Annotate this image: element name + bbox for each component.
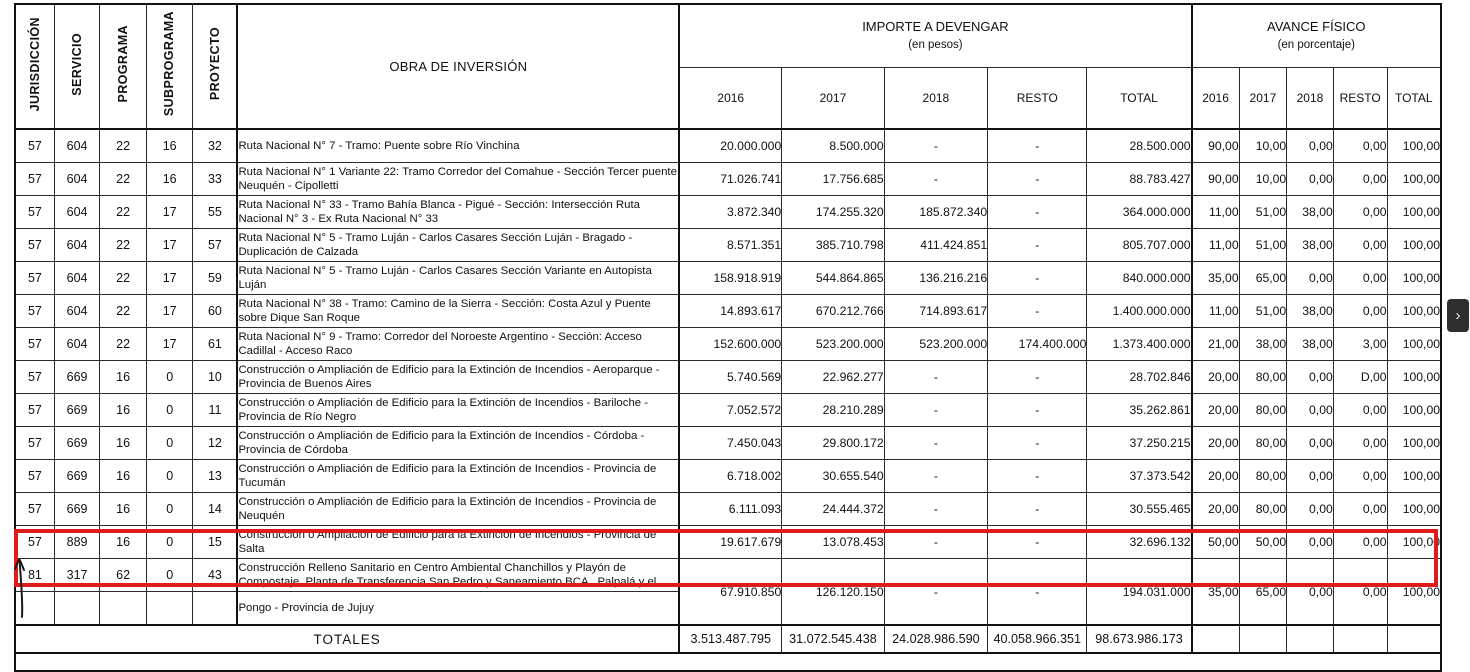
- col-header-jurisdiccion-label: JURISDICCIÓN: [27, 16, 42, 112]
- cell-jurisdiccion: 57: [15, 427, 54, 460]
- cell-subprograma: 0: [146, 526, 193, 559]
- cell-avance-total: 100,00: [1387, 394, 1441, 427]
- cell-proyecto: 43: [193, 559, 237, 592]
- cell-importe-resto: -: [988, 295, 1087, 328]
- cell-avance-resto: 0,00: [1333, 460, 1387, 493]
- cell-jurisdiccion-cont: [15, 592, 54, 626]
- cell-importe-2016: 152.600.000: [679, 328, 781, 361]
- cell-importe-2016: 20.000.000: [679, 129, 781, 163]
- col-header-importe-2017: 2017: [782, 68, 884, 130]
- cell-programa: 22: [100, 328, 147, 361]
- cell-obra-de-inversion: Ruta Nacional N° 5 - Tramo Luján - Carlos Casares Sección Variante en Autopista Luján: [237, 262, 679, 295]
- totales-avance-total: [1387, 625, 1441, 653]
- cell-jurisdiccion: 57: [15, 361, 54, 394]
- cell-importe-2017: 385.710.798: [782, 229, 884, 262]
- table-row: [15, 129, 1441, 163]
- cell-avance-2016: 90,00: [1192, 163, 1240, 196]
- col-header-servicio: [54, 4, 100, 129]
- cell-subprograma: 0: [146, 559, 193, 592]
- cell-servicio: 669: [54, 394, 100, 427]
- cell-obra-de-inversion: Construcción o Ampliación de Edificio para la Extinción de Incendios - Bariloche - Provincia de Río Negro: [237, 394, 679, 427]
- cell-avance-2018: 0,00: [1287, 559, 1334, 626]
- cell-programa-cont: [100, 592, 147, 626]
- cell-proyecto: 13: [193, 460, 237, 493]
- cell-avance-2017: 80,00: [1239, 427, 1287, 460]
- cell-servicio: 669: [54, 460, 100, 493]
- table-row: [15, 328, 1441, 361]
- cell-jurisdiccion: 57: [15, 493, 54, 526]
- cell-avance-total: 100,00: [1387, 328, 1441, 361]
- totales-importe-2017: 31.072.545.438: [782, 625, 884, 653]
- col-header-importe-2016: 2016: [679, 68, 781, 130]
- table-row: [15, 196, 1441, 229]
- cell-importe-2017: 28.210.289: [782, 394, 884, 427]
- cell-avance-2016: 11,00: [1192, 196, 1240, 229]
- cell-avance-2016: 21,00: [1192, 328, 1240, 361]
- cell-importe-2017: 126.120.150: [782, 559, 884, 626]
- cell-importe-resto: -: [988, 394, 1087, 427]
- col-header-proyecto: [193, 4, 237, 129]
- budget-table-container: [14, 3, 1442, 672]
- table-row: [15, 295, 1441, 328]
- cell-avance-resto: D,00: [1333, 361, 1387, 394]
- cell-avance-resto: 3,00: [1333, 328, 1387, 361]
- cell-avance-2018: 38,00: [1287, 196, 1334, 229]
- cell-avance-resto: 0,00: [1333, 196, 1387, 229]
- group-header-avance-subtitle: (en porcentaje): [1277, 39, 1355, 52]
- cell-importe-2017: 30.655.540: [782, 460, 884, 493]
- cell-avance-2018: 38,00: [1287, 229, 1334, 262]
- cell-importe-resto: -: [988, 196, 1087, 229]
- col-header-subprograma-label: SUBPROGRAMA: [162, 11, 177, 117]
- cell-avance-2016: 20,00: [1192, 493, 1240, 526]
- cell-subprograma: 16: [146, 163, 193, 196]
- cell-importe-2017: 544.864.865: [782, 262, 884, 295]
- cell-proyecto: 14: [193, 493, 237, 526]
- cell-avance-resto: 0,00: [1333, 262, 1387, 295]
- col-header-obra-de-inversion: [237, 4, 679, 129]
- cell-avance-total: 100,00: [1387, 361, 1441, 394]
- table-row: [15, 163, 1441, 196]
- cell-importe-resto: -: [988, 493, 1087, 526]
- cell-avance-2016: 20,00: [1192, 361, 1240, 394]
- cell-proyecto-cont: [193, 592, 237, 626]
- cell-proyecto: 57: [193, 229, 237, 262]
- cell-obra-de-inversion: Construcción o Ampliación de Edificio para la Extinción de Incendios - Córdoba - Provincia de Córdoba: [237, 427, 679, 460]
- cell-importe-2016: 7.052.572: [679, 394, 781, 427]
- cell-proyecto: 61: [193, 328, 237, 361]
- cell-importe-2017: 22.962.277: [782, 361, 884, 394]
- cell-subprograma: 0: [146, 427, 193, 460]
- cell-avance-2018: 0,00: [1287, 493, 1334, 526]
- cell-importe-2018: 136.216.216: [884, 262, 987, 295]
- col-header-avance-2016: 2016: [1192, 68, 1240, 130]
- totales-importe-2018: 24.028.986.590: [884, 625, 987, 653]
- cell-importe-total: 32.696.132: [1087, 526, 1192, 559]
- cell-servicio: 604: [54, 262, 100, 295]
- cell-avance-resto: 0,00: [1333, 163, 1387, 196]
- cell-programa: 16: [100, 460, 147, 493]
- group-header-importe-title: IMPORTE A DEVENGAR: [862, 19, 1009, 35]
- cell-proyecto: 60: [193, 295, 237, 328]
- cell-avance-total: 100,00: [1387, 262, 1441, 295]
- cell-subprograma-cont: [146, 592, 193, 626]
- cell-avance-2018: 0,00: [1287, 129, 1334, 163]
- cell-avance-resto: 0,00: [1333, 295, 1387, 328]
- cell-subprograma: 17: [146, 295, 193, 328]
- cell-programa: 22: [100, 229, 147, 262]
- cell-programa: 16: [100, 427, 147, 460]
- cell-importe-2018: -: [884, 129, 987, 163]
- cell-subprograma: 0: [146, 460, 193, 493]
- cell-avance-2018: 0,00: [1287, 163, 1334, 196]
- col-header-programa-label: PROGRAMA: [115, 25, 130, 103]
- cell-importe-total: 37.250.215: [1087, 427, 1192, 460]
- cell-importe-2016: 158.918.919: [679, 262, 781, 295]
- cell-obra-de-inversion: Ruta Nacional N° 5 - Tramo Luján - Carlos Casares Sección Luján - Bragado - Duplicación de Calzada: [237, 229, 679, 262]
- cell-jurisdiccion: 57: [15, 163, 54, 196]
- cell-avance-2018: 0,00: [1287, 262, 1334, 295]
- cell-importe-total: 805.707.000: [1087, 229, 1192, 262]
- cell-obra-de-inversion: Ruta Nacional N° 38 - Tramo: Camino de la Sierra - Sección: Costa Azul y Puente sobre Dique San Roque: [237, 295, 679, 328]
- cell-jurisdiccion: 57: [15, 196, 54, 229]
- totales-avance-2018: [1287, 625, 1334, 653]
- cell-avance-2017: 80,00: [1239, 493, 1287, 526]
- cell-programa: 22: [100, 262, 147, 295]
- cell-importe-2017: 17.756.685: [782, 163, 884, 196]
- cell-servicio: 604: [54, 229, 100, 262]
- cell-importe-total: 30.555.465: [1087, 493, 1192, 526]
- cell-avance-2017: 38,00: [1239, 328, 1287, 361]
- table-row: [15, 229, 1441, 262]
- cell-avance-2016: 35,00: [1192, 559, 1240, 626]
- cell-jurisdiccion: 57: [15, 229, 54, 262]
- cell-jurisdiccion: 57: [15, 295, 54, 328]
- cell-importe-total: 88.783.427: [1087, 163, 1192, 196]
- cell-avance-2017: 80,00: [1239, 460, 1287, 493]
- cell-importe-2017: 523.200.000: [782, 328, 884, 361]
- cell-obra-de-inversion: Ruta Nacional N° 7 - Tramo: Puente sobre Río Vinchina: [237, 129, 679, 163]
- cell-avance-total: 100,00: [1387, 559, 1441, 626]
- cell-importe-2018: -: [884, 427, 987, 460]
- cell-avance-total: 100,00: [1387, 526, 1441, 559]
- table-row: [15, 394, 1441, 427]
- cell-proyecto: 59: [193, 262, 237, 295]
- cell-subprograma: 0: [146, 394, 193, 427]
- col-header-avance-total: TOTAL: [1387, 68, 1441, 130]
- cell-servicio: 669: [54, 493, 100, 526]
- cell-importe-total: 194.031.000: [1087, 559, 1192, 626]
- table-row: [15, 460, 1441, 493]
- cell-importe-resto: -: [988, 229, 1087, 262]
- cell-avance-total: 100,00: [1387, 129, 1441, 163]
- cell-importe-2017: 24.444.372: [782, 493, 884, 526]
- cell-avance-total: 100,00: [1387, 460, 1441, 493]
- cell-importe-resto: -: [988, 460, 1087, 493]
- cell-proyecto: 11: [193, 394, 237, 427]
- cell-avance-2017: 10,00: [1239, 129, 1287, 163]
- blank-strip-row: [15, 653, 1441, 671]
- cell-avance-total: 100,00: [1387, 295, 1441, 328]
- cell-obra-de-inversion: Construcción o Ampliación de Edificio para la Extinción de Incendios - Provincia de Salta: [237, 526, 679, 559]
- table-row: [15, 361, 1441, 394]
- cell-obra-de-inversion: Ruta Nacional N° 1 Variante 22: Tramo Corredor del Comahue - Sección Tercer puente Neuquén - Cipolletti: [237, 163, 679, 196]
- cell-servicio-cont: [54, 592, 100, 626]
- cell-avance-total: 100,00: [1387, 493, 1441, 526]
- cell-importe-total: 364.000.000: [1087, 196, 1192, 229]
- col-header-obra-label: OBRA DE INVERSIÓN: [389, 59, 528, 74]
- cell-importe-2016: 6.111.093: [679, 493, 781, 526]
- table-row: [15, 526, 1441, 559]
- cell-proyecto: 10: [193, 361, 237, 394]
- edge-scroll-badge-icon[interactable]: ›: [1447, 299, 1469, 332]
- cell-avance-2017: 51,00: [1239, 229, 1287, 262]
- cell-importe-resto: -: [988, 262, 1087, 295]
- cell-avance-2018: 38,00: [1287, 328, 1334, 361]
- totales-label: TOTALES: [15, 625, 679, 653]
- cell-avance-2018: 0,00: [1287, 427, 1334, 460]
- cell-avance-2018: 38,00: [1287, 295, 1334, 328]
- cell-importe-2018: -: [884, 559, 987, 626]
- col-header-proyecto-label: PROYECTO: [207, 27, 222, 101]
- totales-row: [15, 625, 1441, 653]
- cell-importe-resto: -: [988, 526, 1087, 559]
- cell-avance-2017: 65,00: [1239, 262, 1287, 295]
- cell-obra-de-inversion: Construcción o Ampliación de Edificio para la Extinción de Incendios - Provincia de Tucumán: [237, 460, 679, 493]
- cell-importe-total: 28.702.846: [1087, 361, 1192, 394]
- cell-subprograma: 17: [146, 229, 193, 262]
- cell-avance-2017: 80,00: [1239, 394, 1287, 427]
- cell-servicio: 604: [54, 196, 100, 229]
- cell-avance-2016: 50,00: [1192, 526, 1240, 559]
- group-header-importe-a-devengar: [679, 4, 1191, 68]
- cell-obra-de-inversion: Ruta Nacional N° 9 - Tramo: Corredor del Noroeste Argentino - Sección: Acceso Cadillal - Acceso Raco: [237, 328, 679, 361]
- col-header-programa: [100, 4, 147, 129]
- col-header-jurisdiccion: [15, 4, 54, 129]
- cell-avance-2016: 20,00: [1192, 394, 1240, 427]
- cell-importe-2016: 67.910.850: [679, 559, 781, 626]
- cell-importe-2018: -: [884, 361, 987, 394]
- cell-servicio: 604: [54, 163, 100, 196]
- cell-importe-2017: 13.078.453: [782, 526, 884, 559]
- blank-strip-cell: [15, 653, 1441, 671]
- cell-importe-2018: 411.424.851: [884, 229, 987, 262]
- cell-importe-total: 37.373.542: [1087, 460, 1192, 493]
- cell-jurisdiccion: 57: [15, 262, 54, 295]
- cell-importe-total: 1.400.000.000: [1087, 295, 1192, 328]
- cell-importe-2018: -: [884, 394, 987, 427]
- table-row: [15, 427, 1441, 460]
- cell-importe-2018: -: [884, 526, 987, 559]
- col-header-importe-resto: RESTO: [988, 68, 1087, 130]
- totales-avance-2016: [1192, 625, 1240, 653]
- cell-servicio: 889: [54, 526, 100, 559]
- cell-obra-de-inversion: Construcción o Ampliación de Edificio para la Extinción de Incendios - Provincia de Neuquén: [237, 493, 679, 526]
- cell-importe-2016: 19.617.679: [679, 526, 781, 559]
- cell-programa: 22: [100, 163, 147, 196]
- cell-avance-2016: 11,00: [1192, 229, 1240, 262]
- cell-subprograma: 17: [146, 328, 193, 361]
- cell-avance-2018: 0,00: [1287, 394, 1334, 427]
- cell-avance-2016: 20,00: [1192, 427, 1240, 460]
- cell-programa: 62: [100, 559, 147, 592]
- cell-importe-resto: -: [988, 163, 1087, 196]
- cell-avance-total: 100,00: [1387, 196, 1441, 229]
- cell-servicio: 317: [54, 559, 100, 592]
- cell-avance-2017: 10,00: [1239, 163, 1287, 196]
- cell-importe-2018: -: [884, 163, 987, 196]
- cell-importe-total: 1.373.400.000: [1087, 328, 1192, 361]
- cell-programa: 16: [100, 493, 147, 526]
- cell-servicio: 669: [54, 427, 100, 460]
- group-header-avance-title: AVANCE FÍSICO: [1267, 19, 1366, 35]
- cell-obra-de-inversion: Construcción Relleno Sanitario en Centro Ambiental Chanchillos y Playón de Compostaje, Planta de Transferencia San Pedro y Saneamiento BCA , Palpalá y el: [237, 559, 679, 592]
- cell-importe-2016: 5.740.569: [679, 361, 781, 394]
- cell-programa: 22: [100, 129, 147, 163]
- cell-programa: 22: [100, 295, 147, 328]
- cell-importe-resto: -: [988, 129, 1087, 163]
- cell-importe-2017: 174.255.320: [782, 196, 884, 229]
- cell-servicio: 604: [54, 129, 100, 163]
- col-header-importe-total: TOTAL: [1087, 68, 1192, 130]
- cell-importe-resto: 174.400.000: [988, 328, 1087, 361]
- totales-importe-total: 98.673.986.173: [1087, 625, 1192, 653]
- cell-avance-resto: 0,00: [1333, 394, 1387, 427]
- cell-avance-2017: 51,00: [1239, 196, 1287, 229]
- cell-servicio: 669: [54, 361, 100, 394]
- cell-jurisdiccion: 57: [15, 460, 54, 493]
- header-row-groups: [15, 4, 1441, 68]
- group-header-avance-fisico: [1192, 4, 1441, 68]
- cell-avance-resto: 0,00: [1333, 493, 1387, 526]
- cell-subprograma: 0: [146, 361, 193, 394]
- cell-importe-total: 840.000.000: [1087, 262, 1192, 295]
- cell-importe-2018: 523.200.000: [884, 328, 987, 361]
- col-header-avance-2017: 2017: [1239, 68, 1287, 130]
- cell-avance-2016: 35,00: [1192, 262, 1240, 295]
- cell-avance-resto: 0,00: [1333, 559, 1387, 626]
- cell-avance-resto: 0,00: [1333, 229, 1387, 262]
- cell-obra-de-inversion-cont: Pongo - Provincia de Jujuy: [237, 592, 679, 626]
- cell-proyecto: 55: [193, 196, 237, 229]
- table-row: [15, 262, 1441, 295]
- cell-avance-resto: 0,00: [1333, 129, 1387, 163]
- cell-importe-2016: 6.718.002: [679, 460, 781, 493]
- col-header-servicio-label: SERVICIO: [69, 32, 84, 96]
- cell-avance-total: 100,00: [1387, 163, 1441, 196]
- cell-avance-2018: 0,00: [1287, 361, 1334, 394]
- cell-subprograma: 0: [146, 493, 193, 526]
- col-header-avance-resto: RESTO: [1333, 68, 1387, 130]
- table-header: [15, 4, 1441, 129]
- cell-proyecto: 32: [193, 129, 237, 163]
- cell-servicio: 604: [54, 295, 100, 328]
- cell-programa: 22: [100, 196, 147, 229]
- cell-importe-2017: 670.212.766: [782, 295, 884, 328]
- cell-subprograma: 17: [146, 196, 193, 229]
- cell-jurisdiccion: 57: [15, 129, 54, 163]
- cell-avance-2017: 51,00: [1239, 295, 1287, 328]
- totales-importe-resto: 40.058.966.351: [988, 625, 1087, 653]
- cell-importe-2018: -: [884, 460, 987, 493]
- cell-avance-2018: 0,00: [1287, 526, 1334, 559]
- cell-avance-2016: 11,00: [1192, 295, 1240, 328]
- cell-proyecto: 12: [193, 427, 237, 460]
- cell-avance-total: 100,00: [1387, 229, 1441, 262]
- cell-proyecto: 33: [193, 163, 237, 196]
- cell-programa: 16: [100, 394, 147, 427]
- cell-importe-2018: -: [884, 493, 987, 526]
- cell-importe-2016: 71.026.741: [679, 163, 781, 196]
- cell-importe-resto: -: [988, 559, 1087, 626]
- cell-importe-resto: -: [988, 361, 1087, 394]
- cell-avance-total: 100,00: [1387, 427, 1441, 460]
- cell-importe-2017: 8.500.000: [782, 129, 884, 163]
- cell-importe-2016: 14.893.617: [679, 295, 781, 328]
- cell-avance-resto: 0,00: [1333, 526, 1387, 559]
- cell-importe-2016: 3.872.340: [679, 196, 781, 229]
- table-row: [15, 559, 1441, 592]
- table-row: [15, 493, 1441, 526]
- cell-jurisdiccion: 57: [15, 328, 54, 361]
- cell-avance-2016: 90,00: [1192, 129, 1240, 163]
- cell-subprograma: 16: [146, 129, 193, 163]
- cell-jurisdiccion: 57: [15, 394, 54, 427]
- cell-programa: 16: [100, 361, 147, 394]
- col-header-subprograma: [146, 4, 193, 129]
- cell-programa: 16: [100, 526, 147, 559]
- cell-servicio: 604: [54, 328, 100, 361]
- cell-importe-2017: 29.800.172: [782, 427, 884, 460]
- cell-importe-total: 35.262.861: [1087, 394, 1192, 427]
- cell-subprograma: 17: [146, 262, 193, 295]
- cell-proyecto: 15: [193, 526, 237, 559]
- col-header-importe-2018: 2018: [884, 68, 987, 130]
- cell-importe-2018: 714.893.617: [884, 295, 987, 328]
- cell-importe-2016: 7.450.043: [679, 427, 781, 460]
- group-header-importe-subtitle: (en pesos): [908, 39, 963, 52]
- cell-importe-2018: 185.872.340: [884, 196, 987, 229]
- totales-avance-resto: [1333, 625, 1387, 653]
- cell-jurisdiccion: 81: [15, 559, 54, 592]
- col-header-avance-2018: 2018: [1287, 68, 1334, 130]
- cell-avance-2017: 80,00: [1239, 361, 1287, 394]
- table-body: [15, 129, 1441, 671]
- cell-importe-2016: 8.571.351: [679, 229, 781, 262]
- cell-avance-2017: 50,00: [1239, 526, 1287, 559]
- cell-avance-2018: 0,00: [1287, 460, 1334, 493]
- investment-works-table: [14, 3, 1442, 672]
- cell-obra-de-inversion: Ruta Nacional N° 33 - Tramo Bahía Blanca - Pigué - Sección: Intersección Ruta Nacional N° 3 - Ex Ruta Nacional N° 33: [237, 196, 679, 229]
- cell-importe-total: 28.500.000: [1087, 129, 1192, 163]
- totales-importe-2016: 3.513.487.795: [679, 625, 781, 653]
- cell-obra-de-inversion: Construcción o Ampliación de Edificio para la Extinción de Incendios - Aeroparque - Provincia de Buenos Aires: [237, 361, 679, 394]
- cell-importe-resto: -: [988, 427, 1087, 460]
- cell-avance-resto: 0,00: [1333, 427, 1387, 460]
- totales-avance-2017: [1239, 625, 1287, 653]
- cell-avance-2017: 65,00: [1239, 559, 1287, 626]
- cell-jurisdiccion: 57: [15, 526, 54, 559]
- cell-avance-2016: 20,00: [1192, 460, 1240, 493]
